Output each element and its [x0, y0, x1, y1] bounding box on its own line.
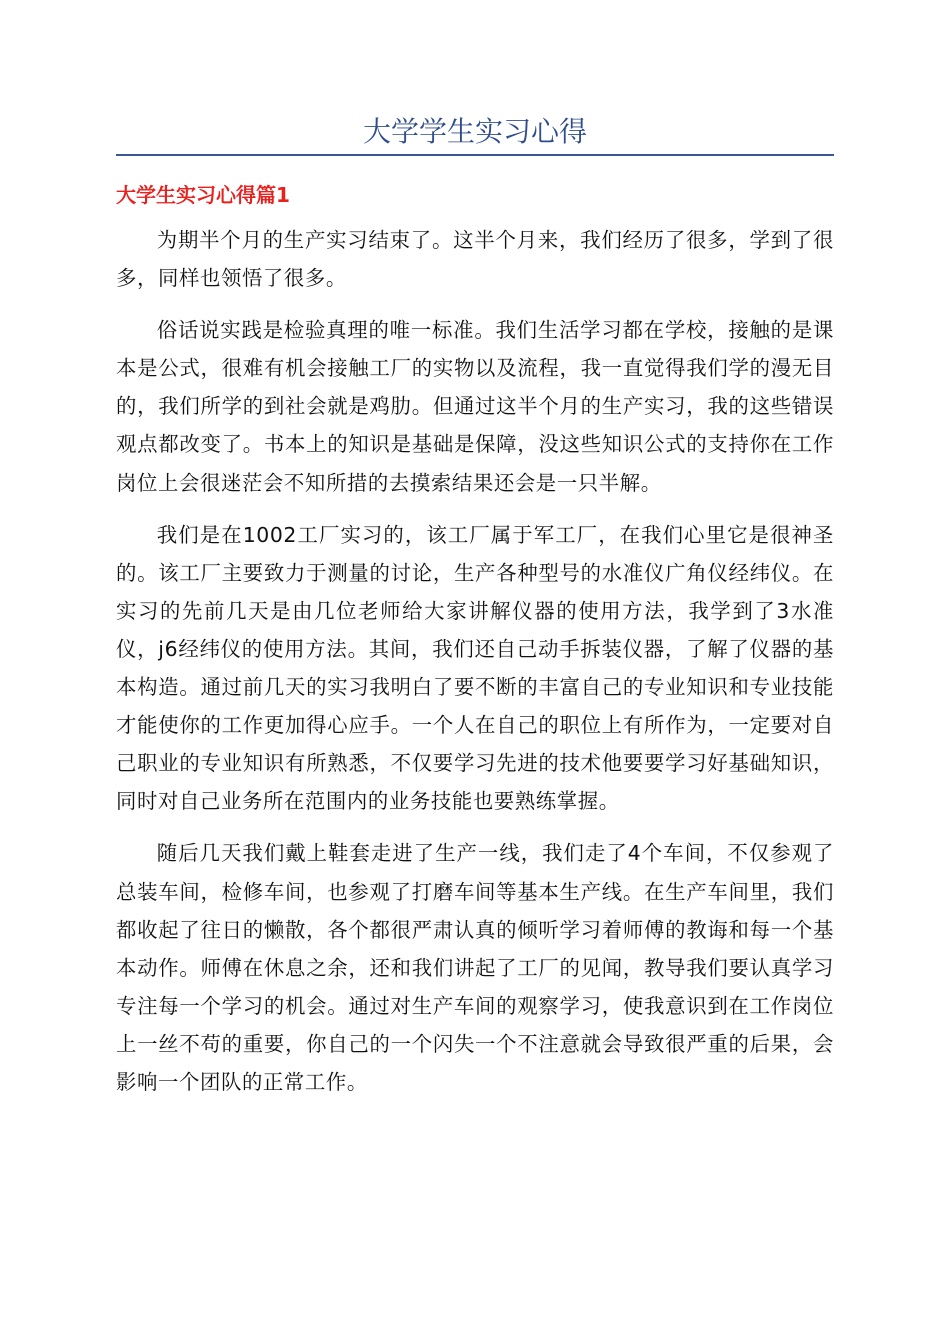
paragraph-1: 为期半个月的生产实习结束了。这半个月来，我们经历了很多，学到了很多，同样也领悟了很多。	[116, 228, 834, 291]
section-heading: 大学生实习心得篇1	[116, 183, 290, 207]
document-body	[116, 221, 834, 1115]
paragraph-2: 俗话说实践是检验真理的唯一标准。我们生活学习都在学校，接触的是课本是公式，很难有机会接触工厂的实物以及流程，我一直觉得我们学的漫无目的，我们所学的到社会就是鸡肋。但通过这半个月的生产实习，我的这些错误观点都改变了。书本上的知识是基础是保障，没这些知识公式的支持你在工作岗位上会很迷茫会不知所措的去摸索结果还会是一只半解。	[116, 318, 834, 495]
title-divider	[116, 154, 834, 156]
paragraph-3: 我们是在1002工厂实习的，该工厂属于军工厂，在我们心里它是很神圣的。该工厂主要致力于测量的讨论，生产各种型号的水准仪广角仪经纬仪。在实习的先前几天是由几位老师给大家讲解仪器的使用方法，我学到了3水准仪，j6经纬仪的使用方法。其间，我们还自己动手拆装仪器，了解了仪器的基本构造。通过前几天的实习我明白了要不断的丰富自己的专业知识和专业技能才能使你的工作更加得心应手。一个人在自己的职位上有所作为，一定要对自己职业的专业知识有所熟悉，不仅要学习先进的技术他要要学习好基础知识，同时对自己业务所在范围内的业务技能也要熟练掌握。	[116, 522, 834, 814]
paragraph-4: 随后几天我们戴上鞋套走进了生产一线，我们走了4个车间，不仅参观了总装车间，检修车间，也参观了打磨车间等基本生产线。在生产车间里，我们都收起了往日的懒散，各个都很严肃认真的倾听学习着师傅的教诲和每一个基本动作。师傅在休息之余，还和我们讲起了工厂的见闻，教导我们要认真学习专注每一个学习的机会。通过对生产车间的观察学习，使我意识到在工作岗位上一丝不苟的重要，你自己的一个闪失一个不注意就会导致很严重的后果，会影响一个团队的正常工作。	[116, 841, 834, 1094]
document-title: 大学学生实习心得	[362, 115, 587, 148]
